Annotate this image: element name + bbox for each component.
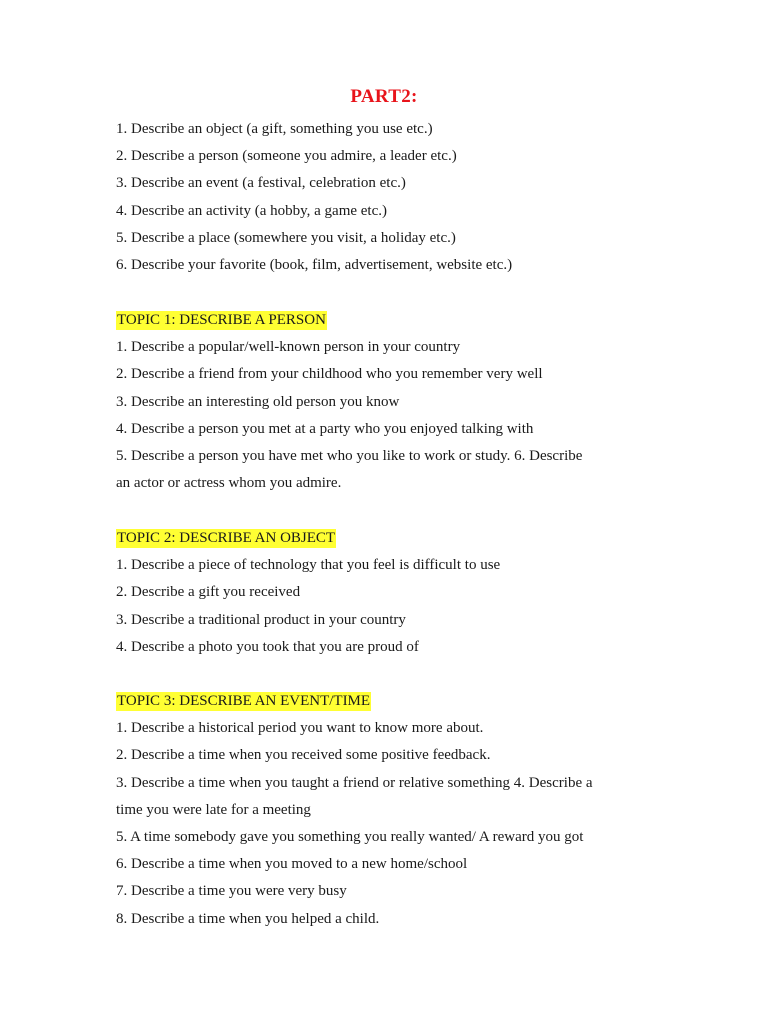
topic-2-heading: TOPIC 2: DESCRIBE AN OBJECT: [117, 530, 336, 546]
list-item: time you were late for a meeting: [116, 801, 311, 818]
topic-2-section: [116, 525, 656, 661]
list-item: 5. Describe a person you have met who you like to work or study. 6. Describe: [116, 448, 583, 465]
list-item: 4. Describe a person you met at a party who you enjoyed talking with: [116, 420, 534, 437]
list-item: 6. Describe your favorite (book, film, advertisement, website etc.): [116, 257, 513, 274]
list-item: 6. Describe a time when you moved to a new home/school: [116, 856, 468, 873]
list-item: 7. Describe a time you were very busy: [116, 883, 347, 900]
list-item: 5. A time somebody gave you something you really wanted/ A reward you got: [116, 829, 584, 846]
list-item: 2. Describe a gift you received: [116, 584, 301, 601]
list-item: 1. Describe a popular/well-known person in your country: [116, 339, 461, 356]
list-item: 3. Describe a time when you taught a friend or relative something 4. Describe a: [116, 774, 593, 791]
list-item: 2. Describe a person (someone you admire, a leader etc.): [116, 148, 457, 165]
topic-1-section: [116, 307, 656, 497]
topic-3-section: [116, 688, 656, 933]
intro-list: [116, 116, 656, 279]
list-item: 5. Describe a place (somewhere you visit, a holiday etc.): [116, 229, 456, 246]
topic-1-heading: TOPIC 1: DESCRIBE A PERSON: [117, 312, 326, 328]
list-item: 3. Describe a traditional product in your country: [116, 611, 406, 628]
list-item: 4. Describe an activity (a hobby, a game etc.): [116, 202, 387, 219]
list-item: 8. Describe a time when you helped a child.: [116, 910, 380, 927]
list-item: 3. Describe an interesting old person you know: [116, 393, 400, 410]
list-item: 4. Describe a photo you took that you are proud of: [116, 638, 419, 655]
list-item: an actor or actress whom you admire.: [116, 475, 342, 492]
list-item: 1. Describe an object (a gift, something you use etc.): [116, 121, 433, 137]
list-item: 1. Describe a piece of technology that you feel is difficult to use: [116, 557, 501, 574]
topic-3-heading: TOPIC 3: DESCRIBE AN EVENT/TIME: [117, 693, 371, 709]
list-item: 2. Describe a time when you received some positive feedback.: [116, 747, 491, 764]
page-title: PART2:: [350, 86, 418, 107]
list-item: 3. Describe an event (a festival, celebration etc.): [116, 175, 406, 192]
list-item: 2. Describe a friend from your childhood who you remember very well: [116, 366, 543, 383]
list-item: 1. Describe a historical period you want to know more about.: [116, 720, 484, 737]
